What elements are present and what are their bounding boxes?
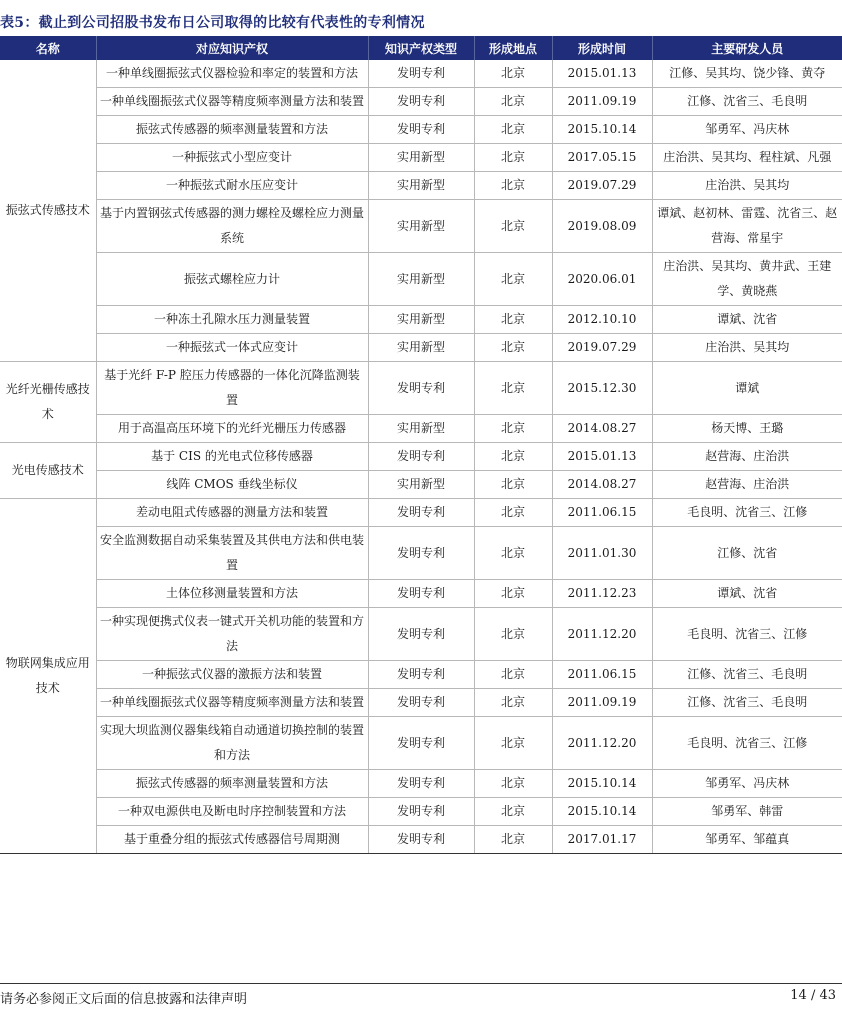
place-cell: 北京 bbox=[474, 798, 552, 826]
ip-type-cell: 实用新型 bbox=[368, 415, 474, 443]
ip-type-cell: 发明专利 bbox=[368, 717, 474, 770]
patent-name-cell: 一种实现便携式仪表一键式开关机功能的装置和方法 bbox=[96, 608, 368, 661]
place-cell: 北京 bbox=[474, 580, 552, 608]
patent-table bbox=[0, 36, 842, 854]
table-row bbox=[0, 60, 842, 88]
patent-name-cell: 一种单线圈振弦式仪器检验和率定的装置和方法 bbox=[96, 60, 368, 88]
table-row bbox=[0, 200, 842, 253]
people-cell: 江修、沈省 bbox=[652, 527, 842, 580]
table-row bbox=[0, 116, 842, 144]
table-row bbox=[0, 144, 842, 172]
patent-name-cell: 一种单线圈振弦式仪器等精度频率测量方法和装置 bbox=[96, 88, 368, 116]
ip-type-cell: 实用新型 bbox=[368, 253, 474, 306]
people-cell: 杨天博、王璐 bbox=[652, 415, 842, 443]
people-cell: 邹勇军、韩雷 bbox=[652, 798, 842, 826]
patent-table-body bbox=[0, 60, 842, 854]
date-cell: 2019.08.09 bbox=[552, 200, 652, 253]
ip-type-cell: 发明专利 bbox=[368, 608, 474, 661]
table-row bbox=[0, 306, 842, 334]
table-row bbox=[0, 253, 842, 306]
place-cell: 北京 bbox=[474, 443, 552, 471]
footer-divider bbox=[0, 983, 842, 984]
table-row bbox=[0, 689, 842, 717]
header-date: 形成时间 bbox=[552, 36, 652, 60]
place-cell: 北京 bbox=[474, 144, 552, 172]
date-cell: 2019.07.29 bbox=[552, 172, 652, 200]
patent-name-cell: 一种双电源供电及断电时序控制装置和方法 bbox=[96, 798, 368, 826]
ip-type-cell: 发明专利 bbox=[368, 580, 474, 608]
place-cell: 北京 bbox=[474, 362, 552, 415]
ip-type-cell: 发明专利 bbox=[368, 88, 474, 116]
table-row bbox=[0, 717, 842, 770]
date-cell: 2019.07.29 bbox=[552, 334, 652, 362]
header-ip: 对应知识产权 bbox=[96, 36, 368, 60]
place-cell: 北京 bbox=[474, 334, 552, 362]
ip-type-cell: 发明专利 bbox=[368, 499, 474, 527]
date-cell: 2017.05.15 bbox=[552, 144, 652, 172]
patent-name-cell: 用于高温高压环境下的光纤光栅压力传感器 bbox=[96, 415, 368, 443]
date-cell: 2015.01.13 bbox=[552, 60, 652, 88]
place-cell: 北京 bbox=[474, 415, 552, 443]
date-cell: 2020.06.01 bbox=[552, 253, 652, 306]
header-place: 形成地点 bbox=[474, 36, 552, 60]
patent-name-cell: 一种冻土孔隙水压力测量装置 bbox=[96, 306, 368, 334]
place-cell: 北京 bbox=[474, 172, 552, 200]
date-cell: 2011.06.15 bbox=[552, 661, 652, 689]
table-row bbox=[0, 580, 842, 608]
people-cell: 江修、吴其均、饶少锋、黄夺 bbox=[652, 60, 842, 88]
people-cell: 邹勇军、邹蕴真 bbox=[652, 826, 842, 854]
patent-name-cell: 差动电阻式传感器的测量方法和装置 bbox=[96, 499, 368, 527]
table-row bbox=[0, 334, 842, 362]
ip-type-cell: 发明专利 bbox=[368, 362, 474, 415]
patent-name-cell: 基于光纤 F-P 腔压力传感器的一体化沉降监测装置 bbox=[96, 362, 368, 415]
place-cell: 北京 bbox=[474, 60, 552, 88]
place-cell: 北京 bbox=[474, 116, 552, 144]
header-ip-type: 知识产权类型 bbox=[368, 36, 474, 60]
place-cell: 北京 bbox=[474, 499, 552, 527]
date-cell: 2015.12.30 bbox=[552, 362, 652, 415]
category-cell: 物联网集成应用技术 bbox=[0, 499, 96, 854]
ip-type-cell: 发明专利 bbox=[368, 116, 474, 144]
ip-type-cell: 实用新型 bbox=[368, 334, 474, 362]
patent-name-cell: 基于 CIS 的光电式位移传感器 bbox=[96, 443, 368, 471]
place-cell: 北京 bbox=[474, 88, 552, 116]
place-cell: 北京 bbox=[474, 253, 552, 306]
ip-type-cell: 发明专利 bbox=[368, 527, 474, 580]
date-cell: 2011.12.23 bbox=[552, 580, 652, 608]
ip-type-cell: 实用新型 bbox=[368, 144, 474, 172]
ip-type-cell: 发明专利 bbox=[368, 661, 474, 689]
table-row bbox=[0, 798, 842, 826]
place-cell: 北京 bbox=[474, 471, 552, 499]
patent-name-cell: 一种单线圈振弦式仪器等精度频率测量方法和装置 bbox=[96, 689, 368, 717]
patent-name-cell: 振弦式传感器的频率测量装置和方法 bbox=[96, 116, 368, 144]
footer-disclaimer: 请务必参阅正文后面的信息披露和法律声明 bbox=[0, 992, 248, 1007]
category-cell: 振弦式传感技术 bbox=[0, 60, 96, 362]
people-cell: 毛良明、沈省三、江修 bbox=[652, 499, 842, 527]
place-cell: 北京 bbox=[474, 826, 552, 854]
patent-name-cell: 振弦式螺栓应力计 bbox=[96, 253, 368, 306]
patent-name-cell: 一种振弦式仪器的激振方法和装置 bbox=[96, 661, 368, 689]
header-name: 名称 bbox=[0, 36, 96, 60]
people-cell: 庄治洪、吴其均、黄井武、王建学、黄晓燕 bbox=[652, 253, 842, 306]
table-row bbox=[0, 826, 842, 854]
table-row bbox=[0, 499, 842, 527]
people-cell: 邹勇军、冯庆林 bbox=[652, 116, 842, 144]
patent-name-cell: 一种振弦式小型应变计 bbox=[96, 144, 368, 172]
date-cell: 2011.09.19 bbox=[552, 88, 652, 116]
date-cell: 2011.06.15 bbox=[552, 499, 652, 527]
ip-type-cell: 实用新型 bbox=[368, 306, 474, 334]
date-cell: 2011.12.20 bbox=[552, 717, 652, 770]
place-cell: 北京 bbox=[474, 527, 552, 580]
ip-type-cell: 发明专利 bbox=[368, 826, 474, 854]
people-cell: 谭斌 bbox=[652, 362, 842, 415]
date-cell: 2011.12.20 bbox=[552, 608, 652, 661]
table-row bbox=[0, 88, 842, 116]
table-header-row bbox=[0, 36, 842, 60]
place-cell: 北京 bbox=[474, 200, 552, 253]
date-cell: 2012.10.10 bbox=[552, 306, 652, 334]
category-cell: 光纤光栅传感技术 bbox=[0, 362, 96, 443]
date-cell: 2014.08.27 bbox=[552, 471, 652, 499]
table-row bbox=[0, 527, 842, 580]
table-row bbox=[0, 415, 842, 443]
patent-name-cell: 一种振弦式耐水压应变计 bbox=[96, 172, 368, 200]
people-cell: 江修、沈省三、毛良明 bbox=[652, 661, 842, 689]
patent-name-cell: 土体位移测量装置和方法 bbox=[96, 580, 368, 608]
ip-type-cell: 发明专利 bbox=[368, 798, 474, 826]
ip-type-cell: 实用新型 bbox=[368, 172, 474, 200]
page-number: 14 / 43 bbox=[790, 988, 836, 1003]
patent-name-cell: 线阵 CMOS 垂线坐标仪 bbox=[96, 471, 368, 499]
date-cell: 2014.08.27 bbox=[552, 415, 652, 443]
date-cell: 2015.10.14 bbox=[552, 798, 652, 826]
table-title: 表5：截止到公司招股书发布日公司取得的比较有代表性的专利情况 bbox=[0, 15, 425, 31]
people-cell: 赵营海、庄治洪 bbox=[652, 471, 842, 499]
ip-type-cell: 发明专利 bbox=[368, 60, 474, 88]
place-cell: 北京 bbox=[474, 661, 552, 689]
people-cell: 庄治洪、吴其均 bbox=[652, 172, 842, 200]
date-cell: 2011.01.30 bbox=[552, 527, 652, 580]
patent-name-cell: 实现大坝监测仪器集线箱自动通道切换控制的装置和方法 bbox=[96, 717, 368, 770]
table-row bbox=[0, 770, 842, 798]
patent-name-cell: 安全监测数据自动采集装置及其供电方法和供电装置 bbox=[96, 527, 368, 580]
people-cell: 毛良明、沈省三、江修 bbox=[652, 717, 842, 770]
people-cell: 谭斌、沈省 bbox=[652, 580, 842, 608]
place-cell: 北京 bbox=[474, 306, 552, 334]
date-cell: 2015.01.13 bbox=[552, 443, 652, 471]
table-row bbox=[0, 471, 842, 499]
date-cell: 2015.10.14 bbox=[552, 770, 652, 798]
ip-type-cell: 发明专利 bbox=[368, 770, 474, 798]
people-cell: 江修、沈省三、毛良明 bbox=[652, 689, 842, 717]
ip-type-cell: 实用新型 bbox=[368, 200, 474, 253]
place-cell: 北京 bbox=[474, 689, 552, 717]
place-cell: 北京 bbox=[474, 717, 552, 770]
place-cell: 北京 bbox=[474, 608, 552, 661]
people-cell: 庄治洪、吴其均 bbox=[652, 334, 842, 362]
table-row bbox=[0, 172, 842, 200]
people-cell: 谭斌、沈省 bbox=[652, 306, 842, 334]
header-people: 主要研发人员 bbox=[652, 36, 842, 60]
ip-type-cell: 实用新型 bbox=[368, 471, 474, 499]
date-cell: 2011.09.19 bbox=[552, 689, 652, 717]
patent-name-cell: 基于重叠分组的振弦式传感器信号周期测 bbox=[96, 826, 368, 854]
people-cell: 邹勇军、冯庆林 bbox=[652, 770, 842, 798]
people-cell: 庄治洪、吴其均、程柱斌、凡强 bbox=[652, 144, 842, 172]
people-cell: 赵营海、庄治洪 bbox=[652, 443, 842, 471]
people-cell: 毛良明、沈省三、江修 bbox=[652, 608, 842, 661]
ip-type-cell: 发明专利 bbox=[368, 443, 474, 471]
place-cell: 北京 bbox=[474, 770, 552, 798]
ip-type-cell: 发明专利 bbox=[368, 689, 474, 717]
category-cell: 光电传感技术 bbox=[0, 443, 96, 499]
patent-name-cell: 振弦式传感器的频率测量装置和方法 bbox=[96, 770, 368, 798]
people-cell: 江修、沈省三、毛良明 bbox=[652, 88, 842, 116]
table-row bbox=[0, 443, 842, 471]
patent-name-cell: 一种振弦式一体式应变计 bbox=[96, 334, 368, 362]
table-row bbox=[0, 362, 842, 415]
people-cell: 谭斌、赵初林、雷霆、沈省三、赵营海、常星宇 bbox=[652, 200, 842, 253]
date-cell: 2017.01.17 bbox=[552, 826, 652, 854]
date-cell: 2015.10.14 bbox=[552, 116, 652, 144]
table-row bbox=[0, 608, 842, 661]
patent-name-cell: 基于内置钢弦式传感器的测力螺栓及螺栓应力测量系统 bbox=[96, 200, 368, 253]
table-row bbox=[0, 661, 842, 689]
